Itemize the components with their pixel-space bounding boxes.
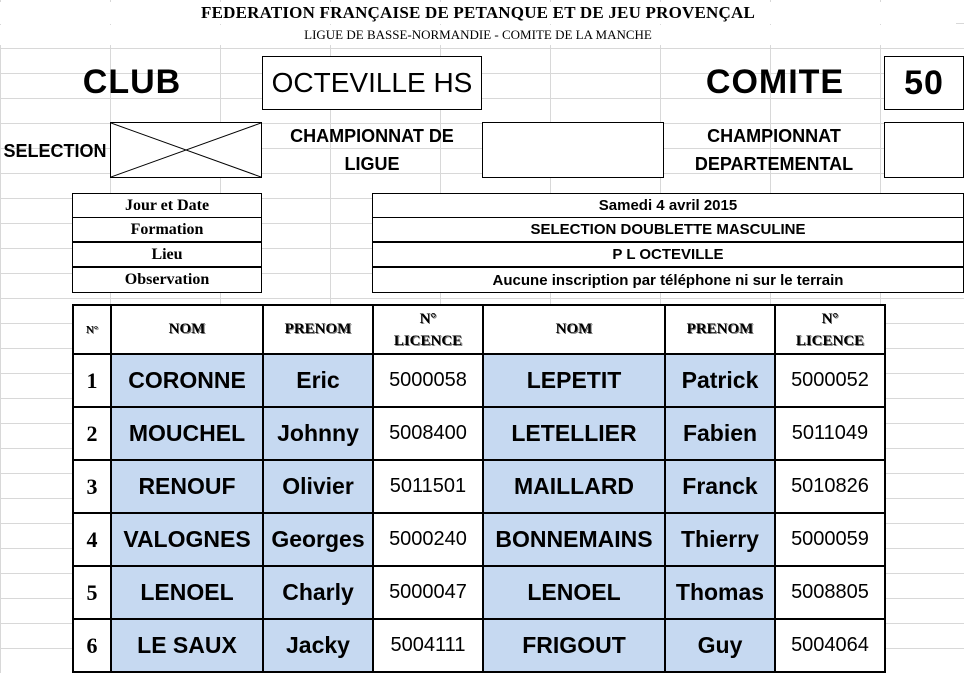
player1-licence: 5008400 <box>373 407 483 460</box>
player1-licence: 5000047 <box>373 566 483 619</box>
player2-prenom: Thomas <box>665 566 775 619</box>
player2-licence: 5011049 <box>775 407 885 460</box>
info-value-lieu: P L OCTEVILLE <box>372 242 964 267</box>
championnat-dept-line1: CHAMPIONNAT <box>707 126 841 146</box>
player1-nom: MOUCHEL <box>111 407 263 460</box>
info-label-date: Jour et Date <box>72 193 262 218</box>
selection-label: SELECTION <box>3 140 107 161</box>
championnat-dept-line2: DEPARTEMENTAL <box>694 154 854 174</box>
table-row <box>73 407 885 460</box>
championnat-departemental-label <box>664 122 884 178</box>
table-row <box>73 513 885 566</box>
licence-num-label: N° <box>821 310 839 327</box>
championnat-departemental-checkbox <box>884 122 964 178</box>
player2-nom: MAILLARD <box>483 460 665 513</box>
info-label-lieu: Lieu <box>72 242 262 267</box>
player1-licence: 5011501 <box>373 460 483 513</box>
player1-nom: LE SAUX <box>111 619 263 672</box>
cross-mark-icon <box>111 123 261 177</box>
championnat-ligue-label <box>262 122 482 178</box>
col-header-prenom-1: PRENOM <box>263 305 373 354</box>
row-number: 2 <box>73 407 111 460</box>
player1-prenom: Jacky <box>263 619 373 672</box>
player2-nom: FRIGOUT <box>483 619 665 672</box>
table-header-row <box>73 305 885 354</box>
player1-prenom: Georges <box>263 513 373 566</box>
player1-licence: 5004111 <box>373 619 483 672</box>
player2-nom: LEPETIT <box>483 354 665 407</box>
ligue-subtitle: LIGUE DE BASSE-NORMANDIE - COMITE DE LA MANCHE <box>0 25 956 45</box>
info-label-observation: Observation <box>72 267 262 293</box>
player2-prenom: Thierry <box>665 513 775 566</box>
player2-nom: LETELLIER <box>483 407 665 460</box>
table-row <box>73 566 885 619</box>
col-header-licence-1 <box>373 305 483 354</box>
licence-label: LICENCE <box>795 332 865 349</box>
row-number: 3 <box>73 460 111 513</box>
row-number: 4 <box>73 513 111 566</box>
comite-label: COMITE <box>705 62 845 101</box>
row-number: 6 <box>73 619 111 672</box>
player2-prenom: Fabien <box>665 407 775 460</box>
player2-licence: 5010826 <box>775 460 885 513</box>
club-label: CLUB <box>82 62 182 101</box>
comite-number-field: 50 <box>884 56 964 110</box>
players-table <box>72 304 886 673</box>
player1-prenom: Olivier <box>263 460 373 513</box>
col-header-prenom-2: PRENOM <box>665 305 775 354</box>
col-header-licence-2 <box>775 305 885 354</box>
player1-licence: 5000240 <box>373 513 483 566</box>
info-value-date: Samedi 4 avril 2015 <box>372 193 964 218</box>
player2-prenom: Guy <box>665 619 775 672</box>
player2-prenom: Franck <box>665 460 775 513</box>
info-value-formation: SELECTION DOUBLETTE MASCULINE <box>372 217 964 242</box>
player2-licence: 5008805 <box>775 566 885 619</box>
table-row <box>73 460 885 513</box>
col-header-nom-2: NOM <box>483 305 665 354</box>
col-header-num: N° <box>73 305 111 354</box>
federation-title: FEDERATION FRANÇAISE DE PETANQUE ET DE JEU PROVENÇAL <box>0 2 956 24</box>
player1-prenom: Johnny <box>263 407 373 460</box>
info-label-formation: Formation <box>72 217 262 242</box>
player1-prenom: Charly <box>263 566 373 619</box>
selection-checkbox <box>110 122 262 178</box>
row-number: 1 <box>73 354 111 407</box>
table-row <box>73 619 885 672</box>
player1-nom: RENOUF <box>111 460 263 513</box>
player2-nom: BONNEMAINS <box>483 513 665 566</box>
championnat-ligue-checkbox <box>482 122 664 178</box>
licence-num-label: N° <box>419 310 437 327</box>
row-number: 5 <box>73 566 111 619</box>
player1-nom: CORONNE <box>111 354 263 407</box>
player1-nom: LENOEL <box>111 566 263 619</box>
player2-licence: 5004064 <box>775 619 885 672</box>
player2-licence: 5000059 <box>775 513 885 566</box>
info-value-observation: Aucune inscription par téléphone ni sur le terrain <box>372 267 964 293</box>
player2-prenom: Patrick <box>665 354 775 407</box>
player1-nom: VALOGNES <box>111 513 263 566</box>
col-header-nom-1: NOM <box>111 305 263 354</box>
player2-licence: 5000052 <box>775 354 885 407</box>
club-name-field: OCTEVILLE HS <box>262 56 482 110</box>
table-row <box>73 354 885 407</box>
championnat-ligue-line2: LIGUE <box>344 154 400 174</box>
championnat-ligue-line1: CHAMPIONNAT DE <box>290 126 454 146</box>
player1-licence: 5000058 <box>373 354 483 407</box>
player2-nom: LENOEL <box>483 566 665 619</box>
licence-label: LICENCE <box>393 332 463 349</box>
player1-prenom: Eric <box>263 354 373 407</box>
